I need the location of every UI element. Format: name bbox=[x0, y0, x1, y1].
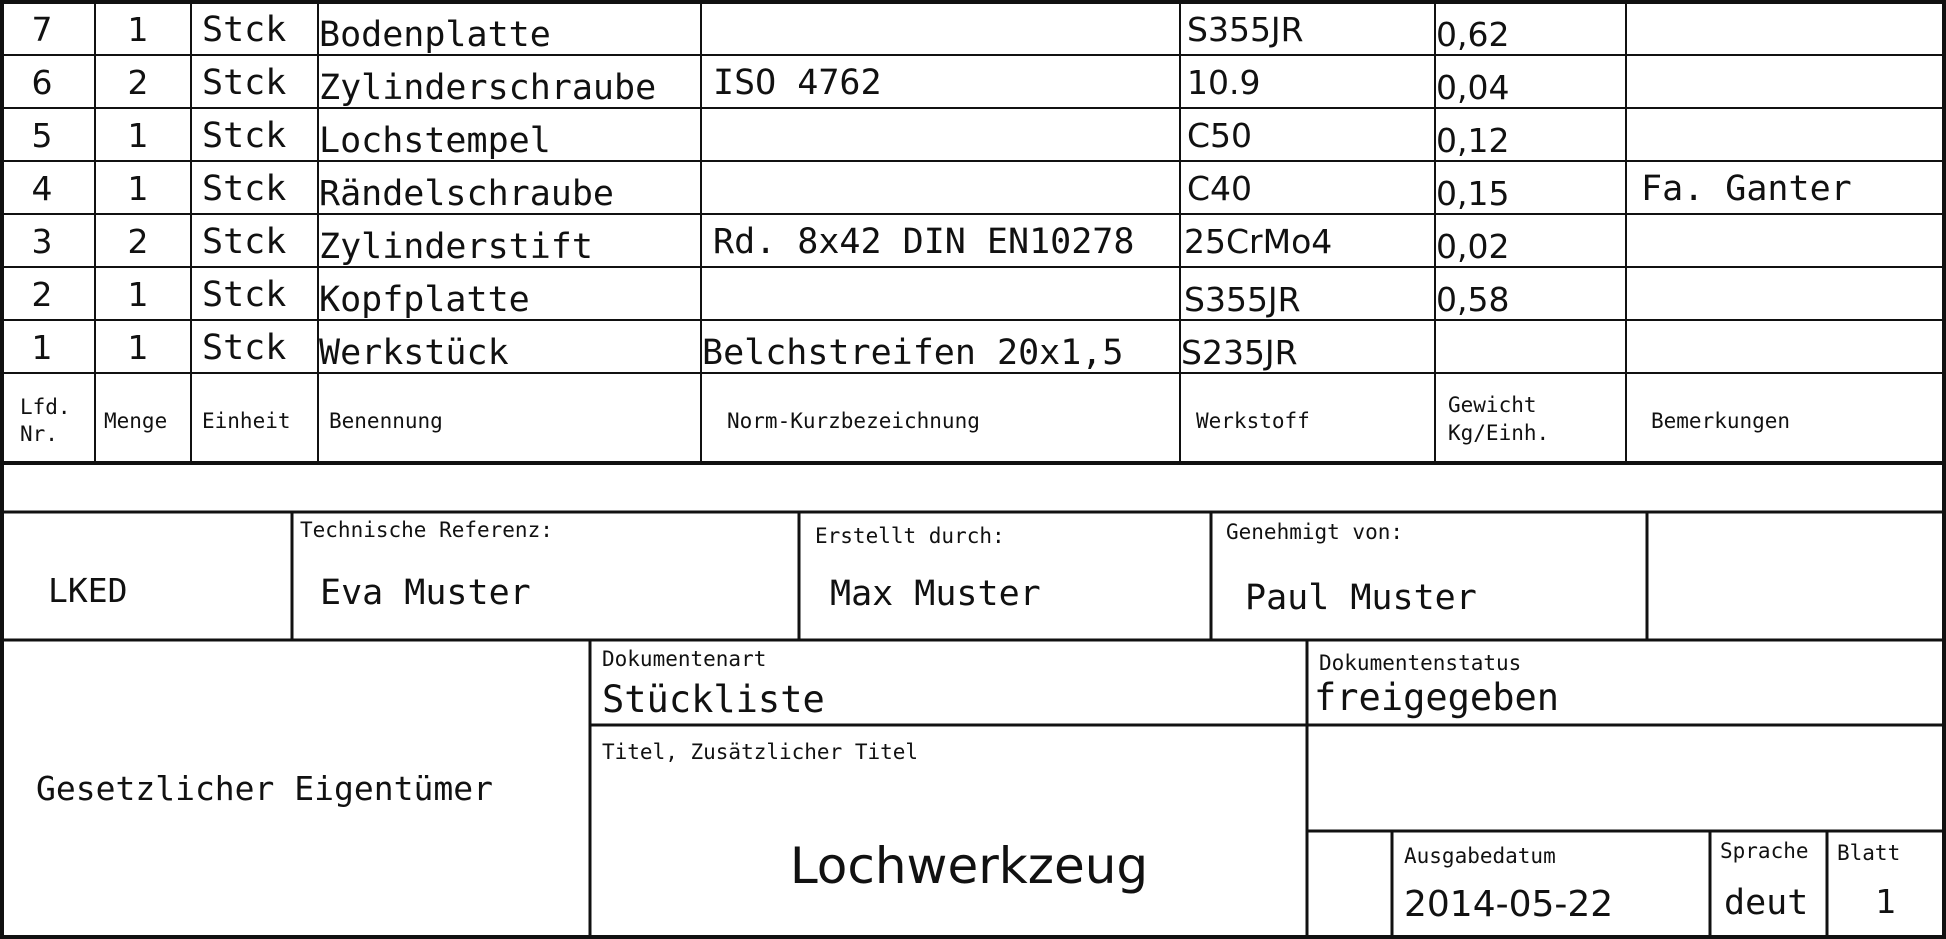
cell-pos: 2 bbox=[31, 275, 53, 314]
cell-name: Lochstempel bbox=[319, 121, 551, 161]
cell-unit: Stck bbox=[202, 275, 287, 315]
cell-material: 25CrMo4 bbox=[1184, 222, 1333, 261]
cell-unit: Stck bbox=[202, 169, 287, 209]
tech-ref-label: Technische Referenz: bbox=[300, 518, 553, 542]
department-code: LKED bbox=[48, 571, 128, 610]
cell-material: 10.9 bbox=[1187, 63, 1261, 102]
header-material: Werkstoff bbox=[1196, 409, 1310, 433]
cell-material: S235JR bbox=[1181, 333, 1298, 372]
cell-name: Bodenplatte bbox=[319, 15, 551, 55]
cell-pos: 6 bbox=[31, 63, 53, 102]
cell-weight: 0,62 bbox=[1436, 15, 1510, 54]
cell-pos: 7 bbox=[31, 10, 53, 49]
header-unit: Einheit bbox=[202, 409, 291, 433]
approved-by-value: Paul Muster bbox=[1245, 578, 1477, 618]
doc-type-value: Stückliste bbox=[602, 678, 825, 721]
header-pos-line2: Nr. bbox=[20, 422, 58, 446]
sheet-label: Blatt bbox=[1837, 841, 1901, 865]
cell-material: S355JR bbox=[1184, 280, 1301, 319]
header-weight-line1: Gewicht bbox=[1448, 393, 1537, 417]
sheet-number: 1 bbox=[1875, 882, 1897, 921]
table-row bbox=[32, 169, 1852, 214]
cell-qty: 1 bbox=[127, 10, 149, 49]
cell-weight: 0,12 bbox=[1436, 121, 1510, 160]
header-weight-line2: Kg/Einh. bbox=[1448, 421, 1550, 445]
cell-qty: 1 bbox=[127, 169, 149, 208]
header-remarks: Bemerkungen bbox=[1651, 409, 1791, 433]
cell-name: Zylinderstift bbox=[319, 227, 593, 267]
table-header-row bbox=[20, 393, 1790, 446]
cell-pos: 4 bbox=[31, 169, 53, 208]
header-name: Benennung bbox=[329, 409, 443, 433]
table-row bbox=[32, 116, 1510, 161]
issue-date-label: Ausgabedatum bbox=[1404, 844, 1556, 868]
cell-pos: 3 bbox=[31, 222, 53, 261]
title-label: Titel, Zusätzlicher Titel bbox=[602, 740, 919, 764]
issue-date-value: 2014-05-22 bbox=[1404, 884, 1614, 925]
created-by-label: Erstellt durch: bbox=[815, 524, 1005, 548]
cell-weight: 0,58 bbox=[1436, 280, 1510, 319]
language-label: Sprache bbox=[1720, 839, 1809, 863]
cell-norm: Belchstreifen 20x1,5 bbox=[702, 333, 1124, 373]
table-row bbox=[32, 328, 1298, 373]
cell-name: Werkstück bbox=[319, 333, 509, 373]
cell-pos: 1 bbox=[31, 328, 53, 367]
approved-by-label: Genehmigt von: bbox=[1226, 520, 1404, 544]
cell-unit: Stck bbox=[202, 116, 287, 156]
responsibility-row bbox=[48, 518, 1477, 618]
cell-unit: Stck bbox=[202, 63, 287, 103]
cell-weight: 0,15 bbox=[1436, 174, 1510, 213]
document-title: Lochwerkzeug bbox=[789, 837, 1149, 895]
cell-material: S355JR bbox=[1187, 10, 1304, 49]
cell-norm: Rd. 8x42 DIN EN10278 bbox=[713, 222, 1135, 262]
cell-name: Zylinderschraube bbox=[319, 68, 657, 108]
cell-unit: Stck bbox=[202, 10, 287, 50]
cell-material: C50 bbox=[1187, 116, 1253, 155]
doc-status-label: Dokumentenstatus bbox=[1319, 651, 1522, 675]
header-norm: Norm-Kurzbezeichnung bbox=[727, 409, 980, 433]
language-value: deut bbox=[1724, 883, 1809, 923]
tech-ref-value: Eva Muster bbox=[320, 573, 531, 613]
header-qty: Menge bbox=[104, 409, 168, 433]
cell-qty: 1 bbox=[127, 328, 149, 367]
legal-owner: Gesetzlicher Eigentümer bbox=[36, 769, 493, 808]
created-by-value: Max Muster bbox=[830, 574, 1041, 614]
cell-qty: 2 bbox=[127, 222, 149, 261]
cell-remarks: Fa. Ganter bbox=[1641, 169, 1852, 209]
cell-unit: Stck bbox=[202, 222, 287, 262]
table-row bbox=[32, 275, 1510, 320]
cell-qty: 1 bbox=[127, 275, 149, 314]
table-row bbox=[32, 10, 1510, 55]
table-row bbox=[32, 63, 1510, 108]
cell-name: Kopfplatte bbox=[319, 280, 530, 320]
cell-qty: 2 bbox=[127, 63, 149, 102]
cell-weight: 0,04 bbox=[1436, 68, 1510, 107]
cell-qty: 1 bbox=[127, 116, 149, 155]
doc-status-value: freigegeben bbox=[1314, 676, 1560, 719]
cell-weight: 0,02 bbox=[1436, 227, 1510, 266]
cell-norm: ISO 4762 bbox=[713, 63, 882, 103]
cell-material: C40 bbox=[1187, 169, 1253, 208]
header-pos-line1: Lfd. bbox=[20, 395, 71, 419]
cell-pos: 5 bbox=[31, 116, 53, 155]
cell-unit: Stck bbox=[202, 328, 287, 368]
doc-type-label: Dokumentenart bbox=[602, 647, 767, 671]
table-row bbox=[32, 222, 1510, 267]
title-block bbox=[36, 647, 1900, 925]
cell-name: Rändelschraube bbox=[319, 174, 615, 214]
